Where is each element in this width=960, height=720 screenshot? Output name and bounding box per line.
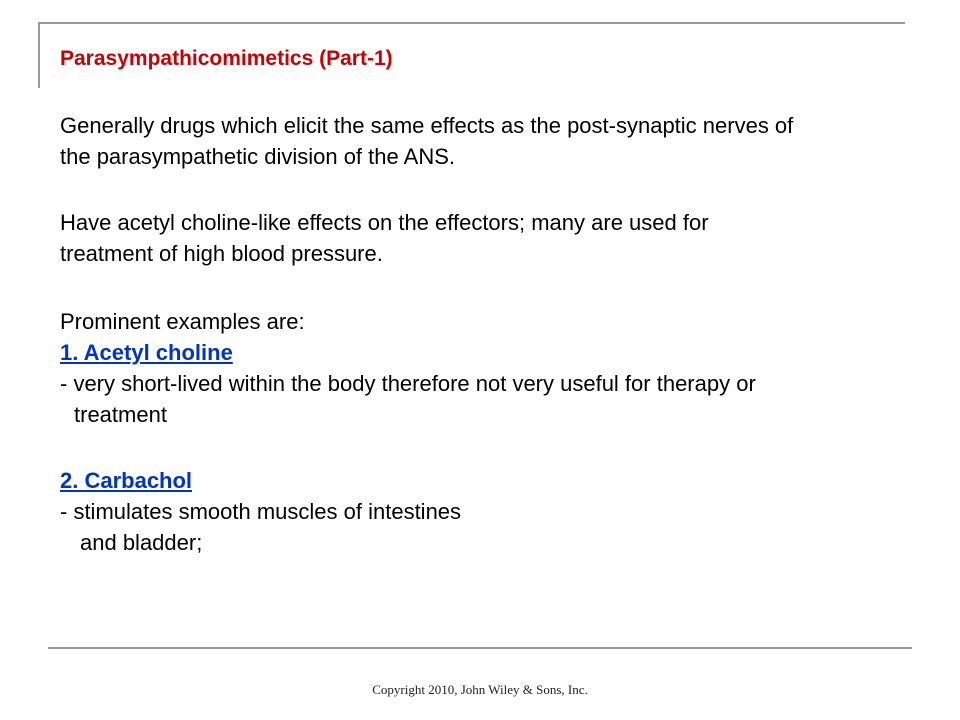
paragraph-effects-line2: treatment of high blood pressure. <box>60 241 383 266</box>
bottom-divider <box>48 647 912 649</box>
paragraph-effects-line1: Have acetyl choline-like effects on the effectors; many are used for <box>60 210 709 235</box>
top-divider <box>40 22 905 24</box>
example-description-line2: and bladder; <box>80 530 203 555</box>
example-description-line1: - very short-lived within the body therefore not very useful for therapy or <box>60 371 756 396</box>
slide-title: Parasympathicomimetics (Part-1) <box>60 47 393 70</box>
paragraph-definition-line1: Generally drugs which elicit the same effects as the post-synaptic nerves of <box>60 113 794 138</box>
copyright-footer: Copyright 2010, John Wiley & Sons, Inc. <box>372 682 588 697</box>
acetyl-choline-link[interactable]: 1. Acetyl choline <box>60 340 233 365</box>
examples-intro: Prominent examples are: <box>60 309 305 334</box>
example-description-line2: treatment <box>74 402 167 427</box>
example-item <box>60 465 461 558</box>
example-item <box>60 337 756 430</box>
left-divider <box>38 22 40 88</box>
paragraph-effects <box>60 207 709 269</box>
carbachol-link[interactable]: 2. Carbachol <box>60 468 193 493</box>
paragraph-definition-line2: the parasympathetic division of the ANS. <box>60 144 455 169</box>
paragraph-definition <box>60 110 793 172</box>
example-description-line1: - stimulates smooth muscles of intestines <box>60 499 462 524</box>
